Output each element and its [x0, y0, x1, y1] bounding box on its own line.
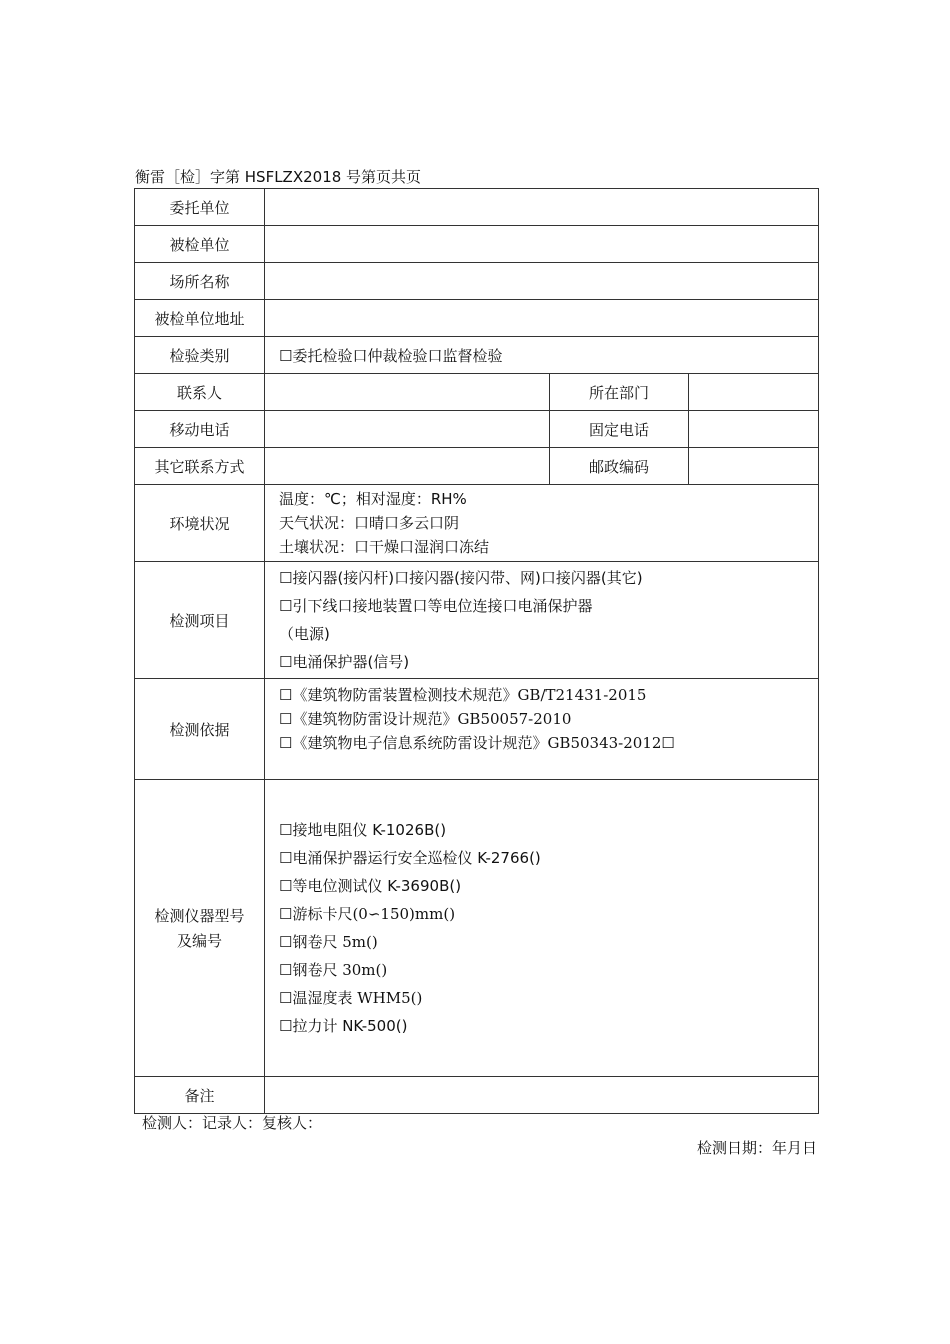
- inspected-unit-label: 被检单位: [135, 226, 265, 263]
- basis-label: 检测依据: [135, 679, 265, 780]
- instrument-line: ☐钢卷尺 5m(): [279, 933, 378, 951]
- instruments-label: [135, 780, 265, 1077]
- fixed-phone-label: 固定电话: [550, 411, 689, 448]
- basis-line: ☐《建筑物电子信息系统防雷设计规范》GB50343-2012☐: [279, 734, 675, 752]
- signature-line: 检测人：记录人：复核人：: [142, 1114, 323, 1132]
- contact-person-label: 联系人: [135, 374, 265, 411]
- instruments-label-line2: 及编号: [176, 932, 222, 950]
- inspected-address-field[interactable]: [265, 300, 819, 337]
- inspection-type-options[interactable]: ☐委托检验口仲裁检验口监督检验: [265, 337, 819, 374]
- document-number: 衡雷［检］字第 HSFLZX2018 号第页共页: [135, 168, 422, 186]
- other-contact-field[interactable]: [265, 448, 550, 485]
- instrument-line: ☐钢卷尺 30m(): [279, 961, 388, 979]
- contact-person-field[interactable]: [265, 374, 550, 411]
- inspection-record-form: [134, 188, 819, 1114]
- remarks-label: 备注: [135, 1077, 265, 1114]
- instrument-line: ☐游标卡尺(0∽150)mm(): [279, 905, 456, 923]
- client-unit-label: 委托单位: [135, 189, 265, 226]
- venue-name-label: 场所名称: [135, 263, 265, 300]
- test-items-options[interactable]: [265, 562, 819, 679]
- instrument-line: ☐接地电阻仪 K-1026B(): [279, 821, 447, 839]
- mobile-phone-field[interactable]: [265, 411, 550, 448]
- department-field[interactable]: [689, 374, 819, 411]
- inspected-unit-field[interactable]: [265, 226, 819, 263]
- environment-label: 环境状况: [135, 485, 265, 562]
- environment-line: 天气状况：口晴口多云口阴: [279, 514, 460, 532]
- instruments-label-line1: 检测仪器型号: [154, 907, 245, 925]
- instrument-line: ☐等电位测试仪 K-3690B(): [279, 877, 462, 895]
- instrument-line: ☐温湿度表 WHM5(): [279, 989, 423, 1007]
- instrument-line: ☐拉力计 NK-500(): [279, 1017, 408, 1035]
- client-unit-field[interactable]: [265, 189, 819, 226]
- environment-line: 土壤状况：口干燥口湿润口冻结: [279, 538, 490, 556]
- test-item-line: ☐接闪器(接闪杆)口接闪器(接闪带、网)口接闪器(其它): [279, 569, 643, 587]
- basis-line: ☐《建筑物防雷设计规范》GB50057-2010: [279, 710, 572, 728]
- venue-name-field[interactable]: [265, 263, 819, 300]
- department-label: 所在部门: [550, 374, 689, 411]
- test-item-line: ☐引下线口接地装置口等电位连接口电涌保护器: [279, 597, 593, 615]
- postcode-field[interactable]: [689, 448, 819, 485]
- instrument-line: ☐电涌保护器运行安全巡检仪 K-2766(): [279, 849, 541, 867]
- mobile-phone-label: 移动电话: [135, 411, 265, 448]
- test-item-line: （电源): [279, 625, 330, 643]
- environment-conditions[interactable]: [265, 485, 819, 562]
- inspection-type-label: 检验类别: [135, 337, 265, 374]
- other-contact-label: 其它联系方式: [135, 448, 265, 485]
- environment-line: 温度：℃；相对湿度：RH%: [279, 490, 467, 508]
- remarks-field[interactable]: [265, 1077, 819, 1114]
- basis-line: ☐《建筑物防雷装置检测技术规范》GB/T21431-2015: [279, 686, 647, 704]
- inspection-date-line: 检测日期：年月日: [696, 1139, 817, 1157]
- inspected-address-label: 被检单位地址: [135, 300, 265, 337]
- basis-options[interactable]: [265, 679, 819, 780]
- fixed-phone-field[interactable]: [689, 411, 819, 448]
- test-items-label: 检测项目: [135, 562, 265, 679]
- instruments-options[interactable]: [265, 780, 819, 1077]
- postcode-label: 邮政编码: [550, 448, 689, 485]
- test-item-line: ☐电涌保护器(信号): [279, 653, 410, 671]
